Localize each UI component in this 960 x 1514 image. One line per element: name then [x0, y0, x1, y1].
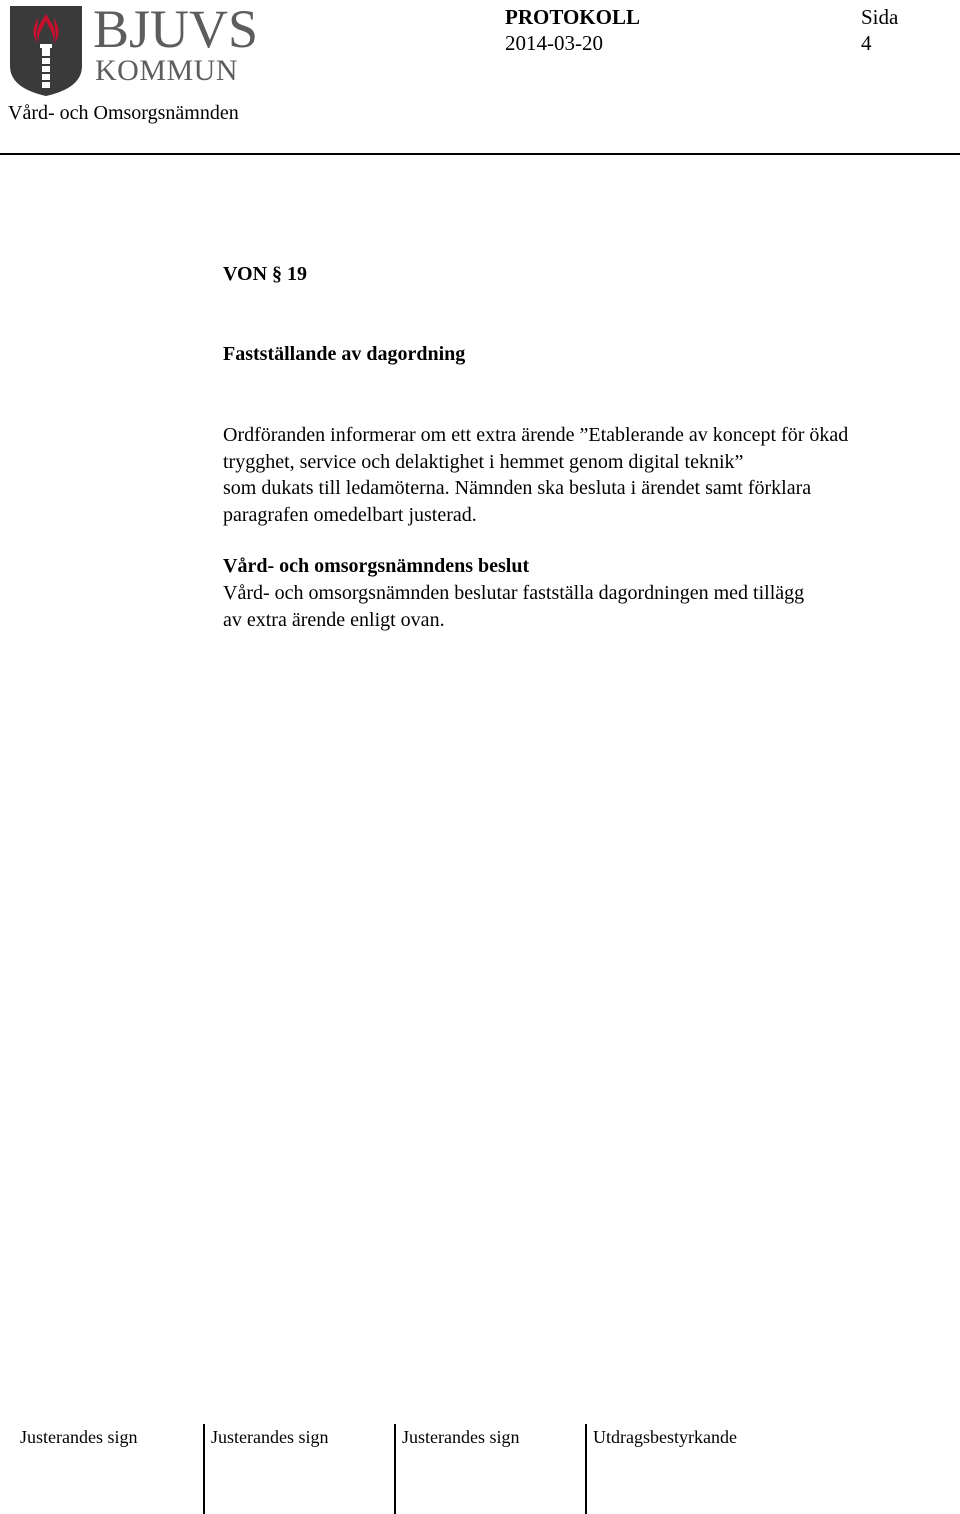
section-title: Fastställande av dagordning [223, 343, 466, 365]
signature-label: Justerandes sign [20, 1427, 138, 1447]
body-line: som dukats till ledamöterna. Nämnden ska besluta i ärendet samt förklara [223, 477, 812, 499]
torch-emblem-icon [8, 4, 84, 98]
department-name: Vård- och Omsorgsnämnden [8, 102, 239, 124]
document-date: 2014-03-20 [505, 31, 603, 55]
body-line: trygghet, service och delaktighet i hemmet genom digital teknik” [223, 450, 744, 473]
decision-line: av extra ärende enligt ovan. [223, 608, 445, 631]
document-type: PROTOKOLL [505, 5, 640, 29]
paragraph-number: VON § 19 [223, 263, 308, 285]
signature-divider [203, 1424, 205, 1514]
signature-divider [585, 1424, 587, 1514]
decision-line: Vård- och omsorgsnämnden beslutar fastställa dagordningen med tillägg [223, 582, 805, 604]
decision-paragraph [223, 580, 953, 633]
body-paragraph [223, 422, 953, 528]
signature-label: Justerandes sign [211, 1427, 329, 1447]
page-number: 4 [861, 31, 872, 55]
certification-label: Utdragsbestyrkande [593, 1427, 737, 1447]
logo-sub: KOMMUN [95, 54, 239, 87]
signature-divider [394, 1424, 396, 1514]
page-label: Sida [861, 5, 899, 29]
body-line: Ordföranden informerar om ett extra ärende ”Etablerande av koncept för ökad [223, 424, 849, 446]
decision-heading: Vård- och omsorgsnämndens beslut [223, 555, 530, 577]
body-line: paragrafen omedelbart justerad. [223, 503, 477, 526]
header-divider [0, 153, 960, 155]
signature-label: Justerandes sign [402, 1427, 520, 1447]
logo-word: BJUVS [93, 0, 259, 59]
